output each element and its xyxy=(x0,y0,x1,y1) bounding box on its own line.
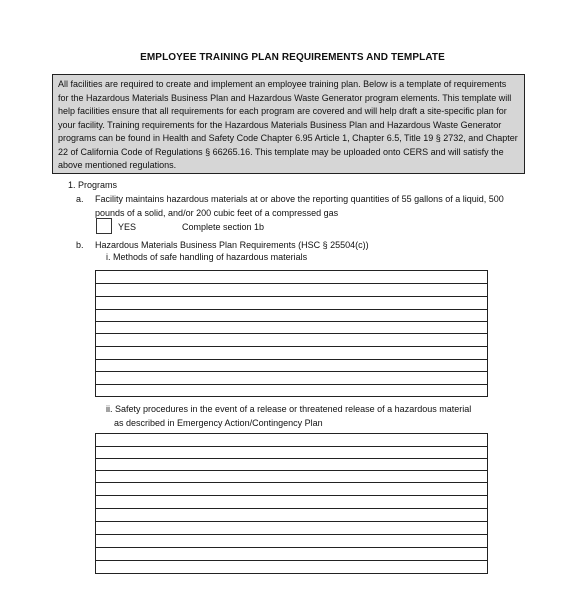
writing-line xyxy=(96,346,487,347)
writing-line xyxy=(96,470,487,471)
writing-line xyxy=(96,321,487,322)
item-b-marker: b. xyxy=(76,240,84,250)
writing-line xyxy=(96,547,487,548)
writing-line xyxy=(96,333,487,334)
sub-item-i-text: i. Methods of safe handling of hazardous materials xyxy=(106,252,308,262)
intro-line: help facilities ensure that all requirements for each program are covered and will help draft a site-specific plan for xyxy=(58,106,507,116)
yes-checkbox-label: YES xyxy=(118,222,137,232)
writing-line xyxy=(96,495,487,496)
complete-section-note: Complete section 1b xyxy=(182,222,265,232)
intro-line: for the Hazardous Materials Business Plan and Hazardous Waste Generator program elements. This template will xyxy=(58,92,512,103)
item-b-text: Hazardous Materials Business Plan Requirements (HSC § 25504(c)) xyxy=(95,240,369,250)
safe-handling-response-box[interactable] xyxy=(95,270,488,397)
item-a-text-line2: pounds of a solid, and/or 200 cubic feet of a compressed gas xyxy=(95,208,339,218)
writing-line xyxy=(96,384,487,385)
intro-line: All facilities are required to create and implement an employee training plan. Below is a template of requirements xyxy=(58,79,507,89)
sub-item-ii-text-line2: as described in Emergency Action/Contingency Plan xyxy=(114,418,323,428)
writing-line xyxy=(96,446,487,447)
item-a-text-line1: Facility maintains hazardous materials at or above the reporting quantities of 55 gallons of a liquid, 500 xyxy=(95,194,504,204)
writing-line xyxy=(96,371,487,372)
safety-procedures-response-box[interactable] xyxy=(95,433,488,574)
intro-box xyxy=(52,74,525,174)
intro-line: 22 of California Code of Regulations § 66265.16. This template may be uploaded onto CERS and will satisfy the xyxy=(58,146,504,157)
writing-line xyxy=(96,458,487,459)
yes-checkbox[interactable] xyxy=(96,218,112,234)
intro-line: programs can be found in Health and Safety Code Chapter 6.95 Article 1, Chapter 6.5, Title 19 § 2732, and Chapter xyxy=(58,133,518,143)
writing-line xyxy=(96,359,487,360)
writing-line xyxy=(96,283,487,284)
intro-line: above mentioned regulations. xyxy=(58,160,177,170)
item-a-marker: a. xyxy=(76,194,84,204)
intro-line: your facility. Training requirements for the Hazardous Materials Business Plan and Hazardous Waste Generator xyxy=(58,119,502,130)
writing-line xyxy=(96,309,487,310)
sub-item-ii-text-line1: ii. Safety procedures in the event of a release or threatened release of a hazardous material xyxy=(106,404,472,414)
writing-line xyxy=(96,534,487,535)
writing-line xyxy=(96,508,487,509)
writing-line xyxy=(96,521,487,522)
document-title: EMPLOYEE TRAINING PLAN REQUIREMENTS AND TEMPLATE xyxy=(140,52,445,63)
section-programs-heading: 1. Programs xyxy=(68,180,118,190)
writing-line xyxy=(96,482,487,483)
writing-line xyxy=(96,296,487,297)
writing-line xyxy=(96,560,487,561)
